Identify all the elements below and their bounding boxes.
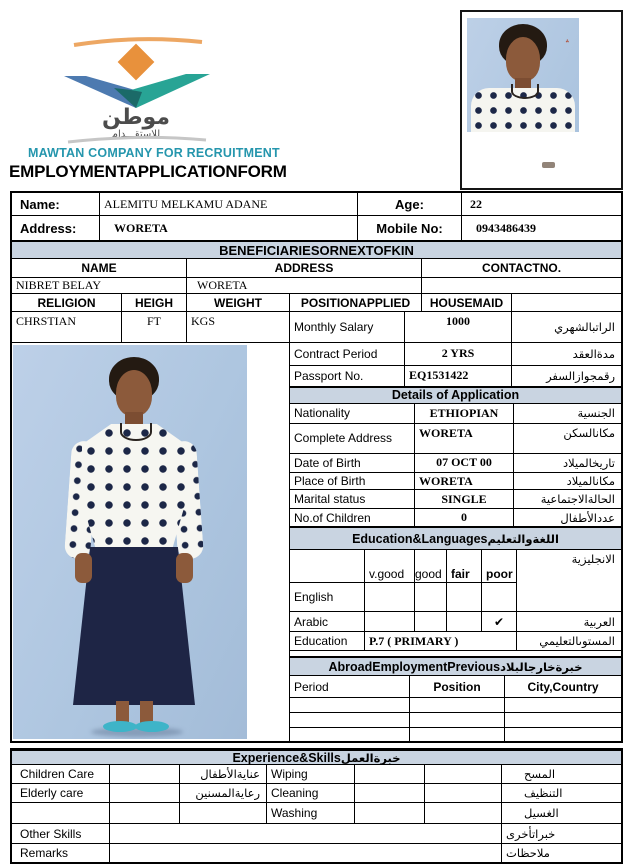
education-value: P.7 ( PRIMARY ) — [365, 632, 517, 651]
children-arabic: عددالأطفال — [560, 512, 615, 525]
passport-label-arabic: رقمجوازالسفر — [546, 370, 615, 383]
salary-label: Monthly Salary — [290, 312, 405, 342]
empty-cell — [505, 713, 621, 727]
pob-value: WORETA — [415, 473, 514, 490]
empty-cell — [512, 294, 621, 311]
details-title: Details of Application — [290, 387, 621, 403]
empty-cell — [482, 583, 517, 612]
table-row — [10, 803, 623, 824]
table-row — [290, 473, 621, 491]
logo-right-chevron — [131, 74, 210, 108]
photo-face — [116, 370, 152, 416]
empty-cell — [110, 765, 180, 783]
passport-value: EQ1531422 — [405, 366, 512, 386]
empty-cell — [447, 583, 482, 612]
table-row — [10, 259, 623, 278]
table-row — [290, 404, 621, 424]
level-fair: fair — [447, 550, 482, 583]
dob-arabic: تاريخالميلاد — [563, 457, 615, 470]
education-title-en: Education&Languages — [352, 531, 488, 546]
remarks-arabic: ملاحظات — [506, 848, 550, 860]
empty-cell — [290, 713, 410, 727]
position-value: HOUSEMAID — [422, 294, 512, 311]
religion-value: CHRSTIAN — [12, 312, 122, 342]
kin-contact-header: CONTACTNO. — [481, 261, 562, 275]
position-header: Position — [410, 676, 505, 697]
period-header: Period — [290, 676, 410, 697]
empty-cell — [355, 803, 425, 823]
empty-cell — [290, 550, 365, 583]
logo-arabic-sub: للاستقـــدام — [111, 129, 161, 140]
weight-value: KGS — [187, 312, 290, 342]
empty-cell — [110, 784, 180, 802]
wiping-arabic: المسح — [524, 769, 556, 781]
pob-arabic: مكانالميلاد — [566, 476, 615, 489]
table-row — [10, 191, 623, 216]
english-arabic: الانجليزية — [517, 550, 621, 612]
position-applied-header: POSITIONAPPLIED — [290, 294, 422, 311]
table-row — [290, 490, 621, 509]
empty-cell — [290, 728, 410, 741]
age-label: Age: — [358, 193, 462, 215]
empty-cell — [110, 844, 502, 862]
salary-label-arabic: الراتبالشهري — [554, 322, 615, 334]
empty-cell — [365, 612, 415, 632]
company-title: MAWTAN COMPANY FOR RECRUITMENT — [28, 146, 280, 160]
nationality-arabic: الجنسية — [577, 408, 615, 421]
fullbody-photo-cell — [12, 343, 290, 741]
table-row — [290, 454, 621, 473]
education-title-arabic: اللغةوالتعليم — [487, 533, 559, 546]
age-value: 22 — [470, 196, 482, 211]
empty-table-row — [290, 728, 621, 741]
abroad-title — [290, 657, 621, 675]
section-header-row — [290, 527, 621, 550]
kin-address-header: ADDRESS — [187, 259, 422, 277]
section-header-row — [290, 387, 621, 404]
photo-corner-mark: ؞ — [565, 39, 570, 48]
logo-diamond — [118, 44, 155, 81]
photo-left-hand — [75, 553, 92, 583]
skills-title-arabic: خبرةالعمل — [340, 752, 401, 764]
nationality-label: Nationality — [290, 404, 415, 423]
photo-necklace — [120, 423, 152, 441]
mobile-label: Mobile No: — [358, 216, 462, 240]
marital-value: SINGLE — [415, 490, 514, 508]
photo-right-flipflop — [135, 721, 169, 732]
photo-right-ankle — [140, 701, 153, 723]
skills-title — [12, 750, 621, 764]
education-arabic: المستوىالتعليمي — [517, 632, 621, 651]
empty-cell — [425, 784, 502, 802]
washing-label: Washing — [267, 803, 355, 823]
photo-necklace — [511, 84, 539, 99]
kin-address-value: WORETA — [187, 278, 422, 293]
photo-face — [506, 37, 540, 81]
complete-address-label: Complete Address — [290, 424, 415, 453]
photo-polkadot-blouse — [82, 424, 186, 552]
complete-address-value: WORETA — [415, 424, 514, 453]
table-row — [10, 216, 623, 241]
beneficiaries-title: BENEFICIARIESORNEXTOFKIN — [12, 241, 621, 258]
other-skills-arabic: خبراتأخرى — [506, 828, 556, 841]
table-row — [290, 676, 621, 698]
dob-value: 07 OCT 00 — [415, 454, 514, 472]
logo-arabic-main: موطن — [102, 105, 170, 130]
children-value: 0 — [415, 509, 514, 526]
nationality-value: ETHIOPIAN — [415, 404, 514, 423]
table-row — [290, 509, 621, 527]
empty-cell — [365, 583, 415, 612]
table-row — [10, 784, 623, 803]
empty-cell — [110, 803, 180, 823]
table-row — [290, 366, 621, 387]
empty-cell — [180, 803, 267, 823]
table-row — [10, 294, 623, 312]
passport-photo — [467, 18, 579, 132]
kin-contact-value — [422, 278, 621, 293]
empty-cell — [447, 612, 482, 632]
languages-table — [290, 550, 621, 651]
contract-label-arabic: مدةالعقد — [572, 348, 615, 361]
table-row — [10, 312, 623, 343]
fullbody-photo — [13, 345, 247, 739]
salary-value: 1000 — [405, 312, 512, 342]
contract-label: Contract Period — [290, 343, 405, 365]
level-poor: poor — [482, 550, 517, 583]
empty-cell — [410, 698, 505, 712]
name-label: Name: — [12, 193, 100, 215]
photo-left-flipflop — [103, 721, 137, 732]
application-form — [10, 191, 623, 864]
pob-label: Place of Birth — [290, 473, 415, 490]
elderly-care-arabic: رعايةالمسنين — [180, 784, 267, 802]
empty-cell — [505, 698, 621, 712]
table-row — [10, 844, 623, 864]
table-row — [10, 824, 623, 844]
name-value: ALEMITU MELKAMU ADANE — [100, 193, 358, 215]
children-care-arabic: عنايةالأطفال — [180, 765, 267, 783]
empty-table-row — [290, 713, 621, 728]
children-label: No.of Children — [290, 509, 415, 526]
children-care-label: Children Care — [12, 765, 110, 783]
empty-cell — [505, 728, 621, 741]
empty-cell — [12, 803, 110, 823]
level-good: good — [415, 550, 447, 583]
logo-top-swoosh — [74, 39, 202, 45]
logo-graphic — [52, 34, 222, 144]
photo-and-details-row — [10, 343, 623, 743]
kin-name-header: NAME — [12, 259, 187, 277]
section-header-row — [290, 656, 621, 676]
table-row — [290, 343, 621, 366]
dob-label: Date of Birth — [290, 454, 415, 472]
weight-header: WEIGHT — [187, 294, 290, 311]
empty-cell — [415, 612, 447, 632]
other-skills-label: Other Skills — [12, 824, 110, 843]
complete-address-arabic: مكانالسكن — [563, 427, 615, 440]
address-label: Address: — [12, 216, 100, 240]
cleaning-label: Cleaning — [267, 784, 355, 802]
mobile-value: 0943486439 — [476, 220, 536, 235]
empty-table-row — [290, 698, 621, 713]
arabic-label: Arabic — [290, 612, 365, 632]
marital-arabic: الحالةالاجتماعية — [540, 494, 615, 507]
empty-cell — [425, 765, 502, 783]
empty-cell — [110, 824, 502, 843]
city-country-header: City,Country — [527, 679, 599, 694]
empty-cell — [425, 803, 502, 823]
religion-header: RELIGION — [12, 294, 122, 311]
photo-right-hand — [176, 553, 193, 583]
arabic-arabic: العربية — [517, 612, 621, 632]
company-logo — [52, 34, 222, 144]
abroad-title-en: AbroadEmploymentPrevious — [328, 659, 501, 674]
washing-arabic: الغسيل — [524, 808, 559, 820]
empty-cell — [415, 583, 447, 612]
cleaning-arabic: التنظيف — [524, 788, 563, 800]
empty-cell — [290, 698, 410, 712]
passport-photo-box — [460, 10, 623, 190]
education-title — [290, 527, 621, 549]
level-vgood: v.good — [365, 550, 415, 583]
right-details-stack — [290, 343, 621, 741]
elderly-care-label: Elderly care — [12, 784, 110, 802]
ink-smudge — [542, 162, 555, 168]
empty-cell — [355, 765, 425, 783]
table-row — [290, 424, 621, 454]
contract-value: 2 YRS — [405, 343, 512, 365]
photo-left-ankle — [116, 701, 129, 723]
table-row — [10, 278, 623, 294]
height-header: HEIGH — [122, 294, 187, 311]
marital-label: Marital status — [290, 490, 415, 508]
skills-title-en: Experience&Skills — [232, 750, 341, 764]
kin-name-value: NIBRET BELAY — [12, 278, 187, 293]
form-title: EMPLOYMENTAPPLICATIONFORM — [9, 162, 287, 181]
arabic-poor-checkmark: ✔ — [482, 612, 517, 632]
address-value: WORETA — [100, 216, 358, 240]
wiping-label: Wiping — [267, 765, 355, 783]
abroad-title-arabic: خبرةخارجالبلاد — [500, 661, 583, 674]
empty-cell — [410, 713, 505, 727]
section-header-row — [10, 241, 623, 259]
passport-label: Passport No. — [290, 366, 405, 386]
table-row — [10, 765, 623, 784]
education-label: Education — [290, 632, 365, 651]
english-label: English — [290, 583, 365, 612]
empty-cell — [410, 728, 505, 741]
remarks-label: Remarks — [12, 844, 110, 862]
section-header-row — [10, 748, 623, 765]
empty-cell — [355, 784, 425, 802]
height-value: FT — [122, 312, 187, 342]
